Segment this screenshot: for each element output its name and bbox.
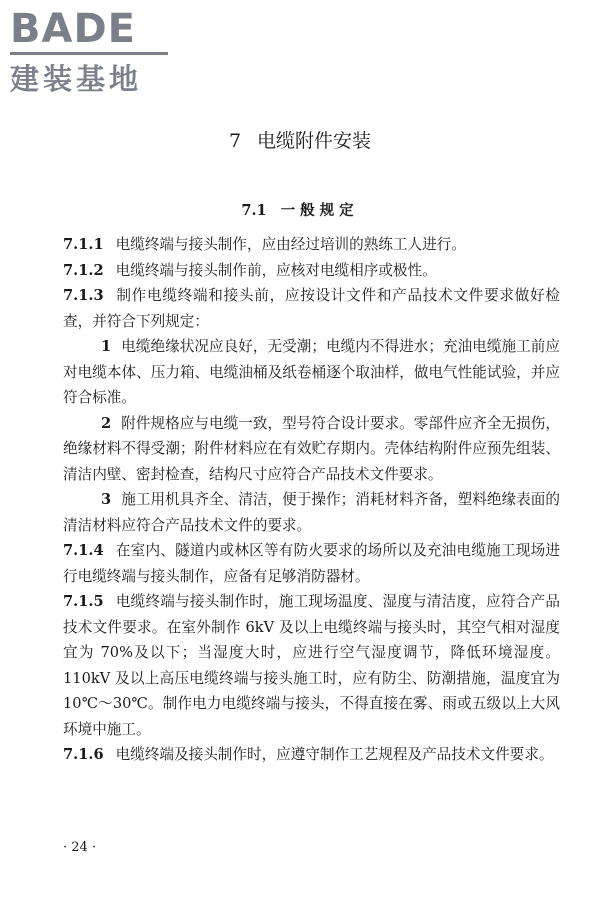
item-number: 2	[101, 414, 112, 432]
clause-text: 电缆终端与接头制作时，施工现场温度、湿度与清洁度，应符合产品技术文件要求。在室外制作 6kV 及以上电缆终端与接头时，其空气相对湿度宜为 70%及以下；当湿度大时，应进行空气湿度调节，降低环境湿度。110kV 及以上高压电缆终端与接头施工时，应有防尘、防潮措施，温度宜为 10℃～30℃。制作电力电缆终端与接头，不得直接在雾、雨或五级以上大风环境中施工。	[63, 593, 560, 738]
section-number: 7.1	[241, 202, 267, 219]
clause-7-1-5	[63, 589, 560, 742]
chapter-number: 7	[228, 130, 242, 152]
clause-number: 7.1.5	[63, 593, 104, 610]
clause-7-1-2	[63, 258, 560, 284]
logo-text-cn: 建装基地	[10, 62, 143, 96]
list-item-3	[63, 487, 560, 538]
logo-text-en: BADE	[10, 6, 168, 55]
item-number: 3	[101, 491, 112, 508]
clause-number: 7.1.6	[63, 746, 104, 763]
section-title: 一般规定	[280, 202, 359, 219]
clause-text: 在室内、隧道内或林区等有防火要求的场所以及充油电缆施工现场进行电缆终端与接头制作，应备有足够消防器材。	[63, 542, 560, 585]
clause-number: 7.1.3	[63, 287, 104, 304]
item-number: 1	[101, 338, 112, 355]
item-text: 附件规格应与电缆一致，型号符合设计要求。零部件应齐全无损伤，绝缘材料不得受潮；附件材料应在有效贮存期内。壳体结构附件应预先组装、清洁内壁、密封检查，结构尺寸应符合产品技术文件要求。	[63, 414, 560, 483]
list-item-2	[63, 411, 560, 488]
body-text	[63, 232, 560, 768]
clause-7-1-6	[63, 742, 560, 768]
clause-text: 电缆终端与接头制作，应由经过培训的熟练工人进行。	[115, 236, 466, 253]
section-heading	[0, 198, 600, 224]
clause-text: 制作电缆终端和接头前，应按设计文件和产品技术文件要求做好检查，并符合下列规定：	[63, 287, 560, 330]
clause-7-1-1	[63, 232, 560, 258]
clause-text: 电缆终端及接头制作时，应遵守制作工艺规程及产品技术文件要求。	[115, 746, 554, 763]
page-number: · 24 ·	[63, 840, 97, 855]
item-text: 电缆绝缘状况应良好，无受潮；电缆内不得进水；充油电缆施工前应对电缆本体、压力箱、电缆油桶及纸卷桶逐个取油样，做电气性能试验，并应符合标准。	[63, 338, 560, 406]
item-text: 施工用机具齐全、清洁，便于操作；消耗材料齐备，塑料绝缘表面的清洁材料应符合产品技术文件的要求。	[63, 491, 560, 534]
chapter-heading	[0, 126, 600, 156]
clause-7-1-3	[63, 283, 560, 334]
list-item-1	[63, 334, 560, 411]
clause-number: 7.1.2	[63, 261, 104, 279]
chapter-title: 电缆附件安装	[257, 130, 372, 152]
clause-number: 7.1.1	[63, 236, 104, 253]
watermark-logo	[10, 6, 180, 101]
clause-text: 电缆终端与接头制作前，应核对电缆相序或极性。	[115, 261, 437, 279]
clause-number: 7.1.4	[63, 542, 104, 559]
clause-7-1-4	[63, 538, 560, 589]
